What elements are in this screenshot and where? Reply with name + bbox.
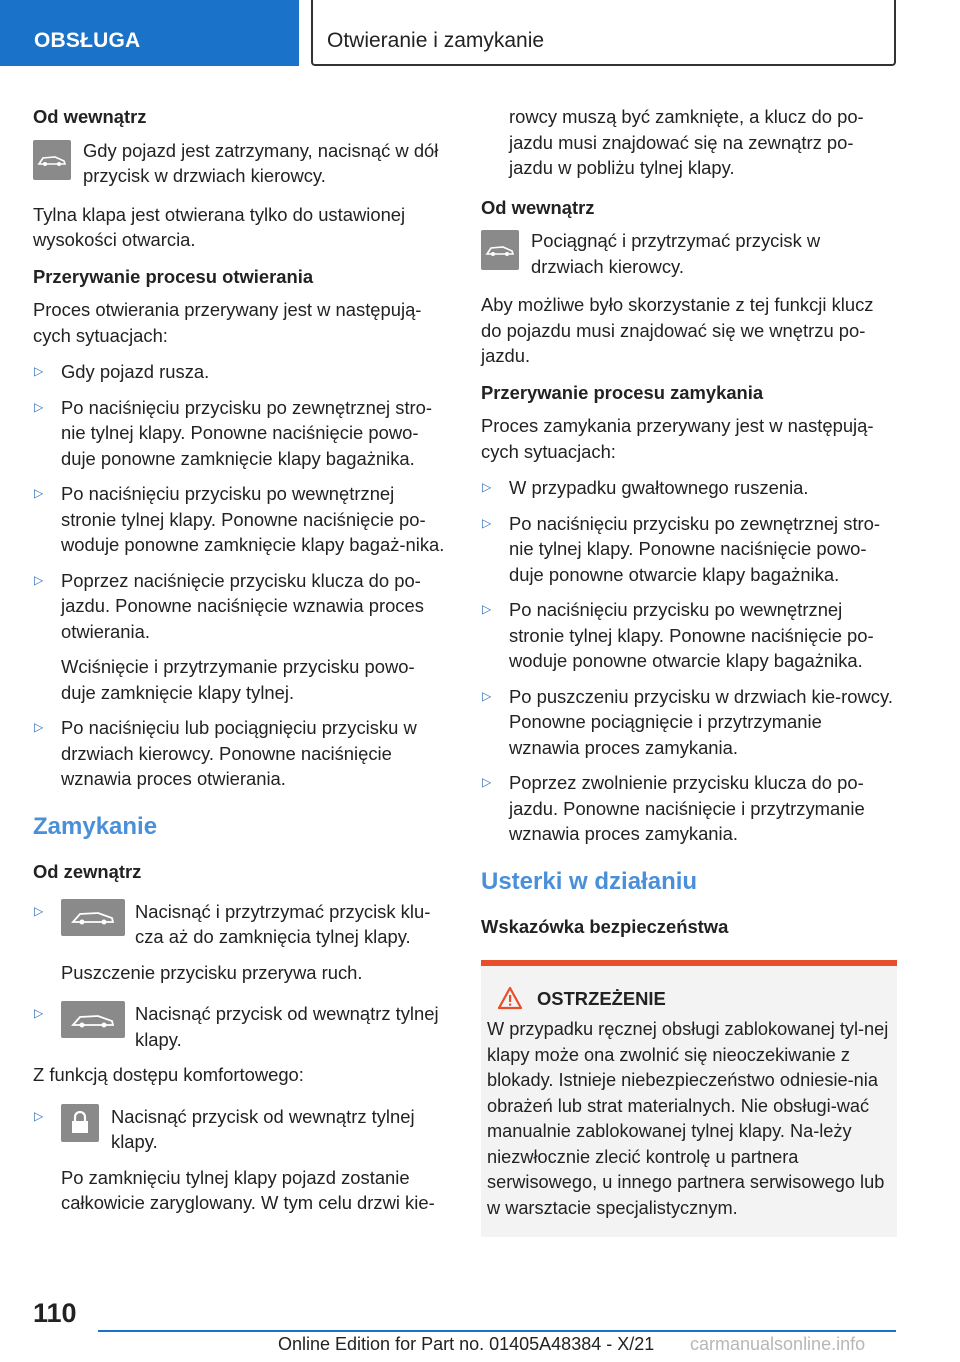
safety-heading: Wskazówka bezpieczeństwa (481, 916, 729, 937)
warning-title-row (487, 986, 889, 1012)
inside-opening-row (33, 138, 449, 189)
key-inside-note: Aby możliwe było skorzystanie z tej funkcji klucz do pojazdu musi znajdować się we wnętrzu po-jazdu. (481, 294, 874, 366)
triangle-bullet-icon: ▷ (34, 903, 44, 918)
interrupt-closing-list (481, 475, 897, 847)
list-item: ▷ Po puszczeniu przycisku w drzwiach kie-rowcy. Ponowne pociągnięcie i przytrzymanie wznawia proces zamykania. (482, 685, 893, 758)
triangle-bullet-icon: ▷ (482, 775, 492, 789)
triangle-bullet-icon: ▷ (34, 364, 44, 378)
continued-text: rowcy muszą być zamknięte, a klucz do po-jazdu musi znajdować się na zewnątrz po-jazdu w pobliżu tylnej klapy. (509, 106, 864, 178)
left-column (33, 104, 449, 1226)
warning-title: OSTRZEŻENIE (537, 987, 666, 1009)
right-column (481, 104, 897, 1237)
interrupt-opening-list-cont (33, 715, 449, 792)
triangle-bullet-icon: ▷ (34, 486, 44, 500)
outside-closing-list-cont (33, 1001, 449, 1052)
triangle-bullet-icon: ▷ (34, 572, 44, 587)
warning-text: W przypadku ręcznej obsługi zablokowanej tyl-nej klapy może ona zwolnić się nieoczekiwanie z blokady. Istnieje niebezpieczeństwo odniesie-nia obrażeń lub strat materialnych. Nie obsługi-wać manualnie zablokowanej tylnej klapy. Na-leży niezwłocznie zlecić kontrolę u partnera serwisowego, u innego partnera serwisowego lub w warsztacie specjalistycznym. (487, 1019, 889, 1218)
closing-heading: Zamykanie (33, 812, 158, 840)
car-tailgate-close-icon (61, 1001, 125, 1038)
list-item: ▷ Nacisnąć przycisk od wewnątrz tylnej klapy. (34, 1105, 415, 1152)
outside-closing-list (33, 899, 449, 950)
triangle-bullet-icon: ▷ (482, 602, 492, 616)
interrupt-closing-intro: Proces zamykania przerywany jest w następują-cych sytuacjach: (481, 415, 874, 462)
interrupt-opening-list (33, 359, 449, 644)
interrupt-opening-heading: Przerywanie procesu otwierania (33, 265, 314, 287)
list-item: ▷ Gdy pojazd rusza. (33, 359, 449, 385)
list-item: ▷ W przypadku gwałtownego ruszenia. (481, 475, 897, 501)
inside-closing-heading: Od wewnątrz (481, 196, 595, 218)
list-item: ▷ Poprzez naciśnięcie przycisku klucza do po-jazdu. Ponowne naciśnięcie wznawia proces otwierania. (34, 569, 424, 642)
inside-opening-text: Gdy pojazd jest zatrzymany, nacisnąć w dół przycisk w drzwiach kierowcy. (83, 139, 439, 186)
inside-opening-heading: Od wewnątrz (33, 106, 147, 127)
car-tailgate-close-icon (61, 899, 125, 936)
footer-divider (98, 1330, 896, 1332)
car-tailgate-icon (33, 140, 71, 180)
list-item-note: Puszczenie przycisku przerywa ruch. (61, 961, 363, 983)
triangle-bullet-icon: ▷ (34, 399, 44, 414)
triangle-bullet-icon: ▷ (34, 1108, 44, 1123)
list-item-note: Wciśnięcie i przytrzymanie przycisku powo-duje zamknięcie klapy tylnej. (61, 656, 415, 703)
triangle-bullet-icon: ▷ (482, 515, 492, 530)
page-number: 110 (33, 1298, 77, 1328)
triangle-bullet-icon: ▷ (482, 480, 492, 494)
list-item: ▷ Poprzez zwolnienie przycisku klucza do po-jazdu. Ponowne naciśnięcie i przytrzymanie wznawia proces zamykania. (482, 772, 865, 844)
list-item: ▷ Po naciśnięciu przycisku po wewnętrznej stronie tylnej klapy. Ponowne naciśnięcie po-woduje ponowne otwarcie klapy bagażnika. (482, 599, 874, 671)
warning-triangle-icon (497, 986, 523, 1010)
list-item-note: Po zamknięciu tylnej klapy pojazd zostanie całkowicie zaryglowany. W tym celu drzwi kie- (61, 1166, 435, 1213)
triangle-bullet-icon: ▷ (34, 1006, 44, 1020)
height-note: Tylna klapa jest otwierana tylko do ustawionej wysokości otwarcia. (33, 203, 406, 250)
lock-icon (61, 1104, 99, 1142)
warning-box (481, 960, 897, 1238)
outside-closing-heading: Od zewnątrz (33, 861, 142, 882)
watermark: carmanualsonline.info (690, 1334, 866, 1354)
car-tailgate-icon (481, 230, 519, 270)
header-section-tab: OBSŁUGA (0, 0, 299, 66)
triangle-bullet-icon: ▷ (34, 720, 44, 734)
comfort-access-list (33, 1104, 449, 1155)
header-chapter-title: Otwieranie i zamykanie (311, 0, 896, 66)
list-item: ▷ Nacisnąć i przytrzymać przycisk klu-cza aż do zamknięcia tylnej klapy. (34, 900, 431, 947)
malfunction-heading: Usterki w działaniu (481, 867, 698, 895)
interrupt-closing-heading: Przerywanie procesu zamykania (481, 381, 764, 403)
inside-closing-row (481, 228, 897, 279)
list-item: ▷ Nacisnąć przycisk od wewnątrz tylnej klapy. (34, 1003, 439, 1050)
edition-text: Online Edition for Part no. 01405A48384 - X/21 (278, 1334, 655, 1354)
list-item: ▷ Po naciśnięciu przycisku po zewnętrznej stro-nie tylnej klapy. Ponowne naciśnięcie powo-duje ponowne otwarcie klapy bagażnika. (482, 512, 881, 585)
list-item: ▷ Po naciśnięciu przycisku po wewnętrznej stronie tylnej klapy. Ponowne naciśnięcie po-woduje ponowne zamknięcie klapy bagaż-nika. (34, 483, 445, 555)
list-item: ▷ Po naciśnięciu lub pociągnięciu przycisku w drzwiach kierowcy. Ponowne naciśnięcie wznawia proces otwierania. (34, 717, 417, 789)
triangle-bullet-icon: ▷ (482, 688, 492, 703)
inside-closing-text: Pociągnąć i przytrzymać przycisk w drzwiach kierowcy. (531, 230, 821, 277)
interrupt-opening-intro: Proces otwierania przerywany jest w następują-cych sytuacjach: (33, 299, 422, 346)
comfort-access-heading: Z funkcją dostępu komfortowego: (33, 1064, 304, 1085)
list-item: ▷ Po naciśnięciu przycisku po zewnętrznej stro-nie tylnej klapy. Ponowne naciśnięcie powo-duje ponowne zamknięcie klapy bagażnika. (34, 396, 433, 469)
